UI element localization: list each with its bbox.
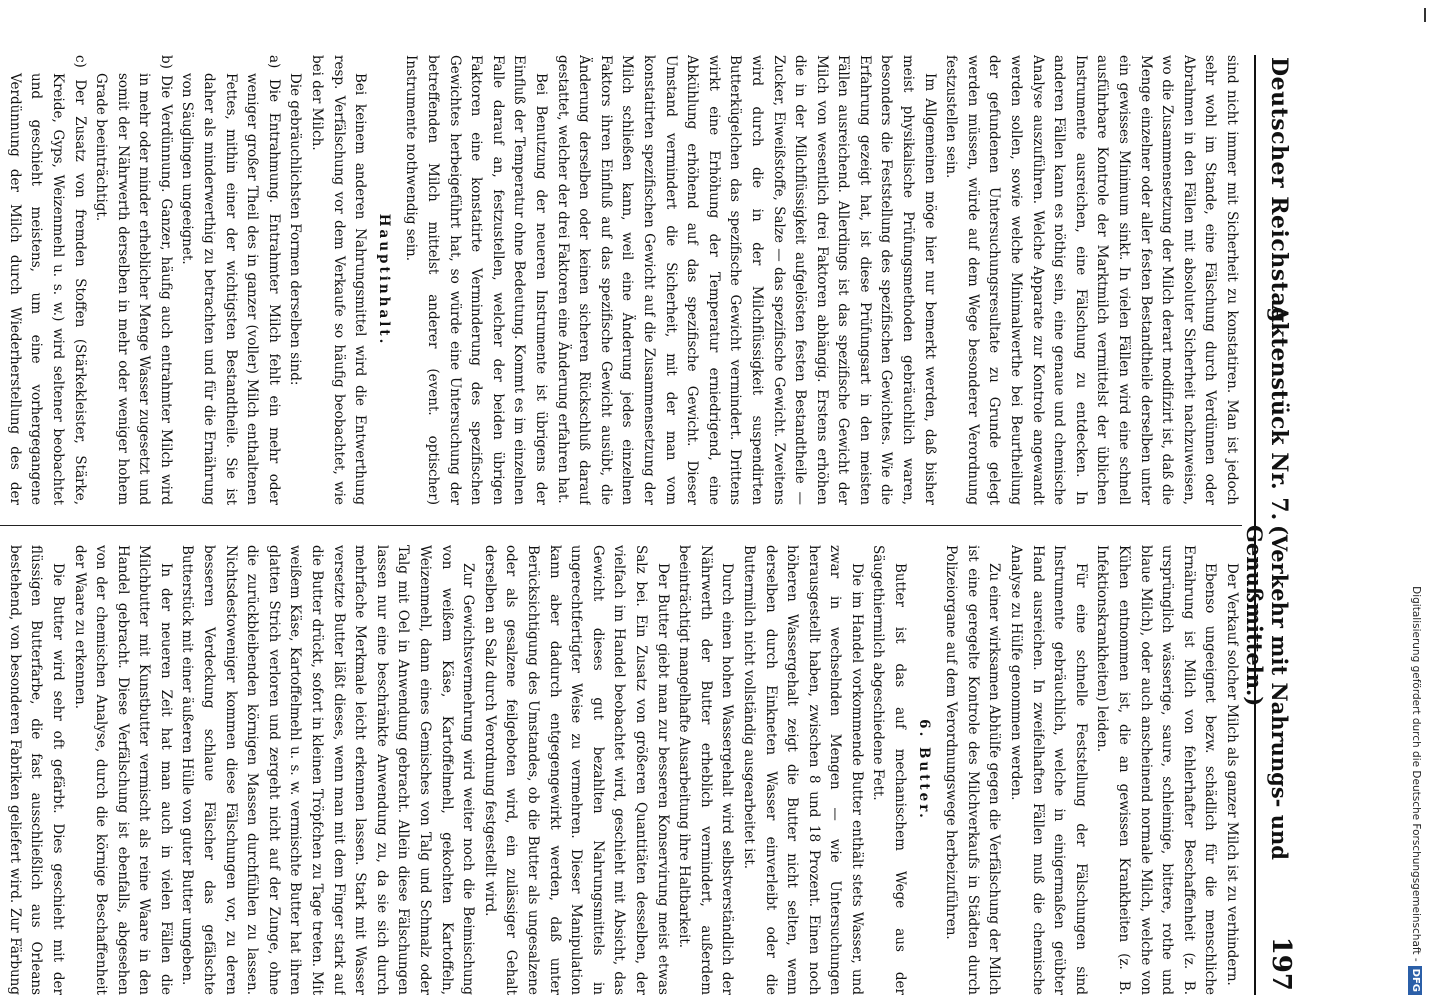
paragraph: Die gebräuchlichsten Formen derselben sind:	[287, 73, 304, 386]
page-number: 197	[1266, 936, 1296, 991]
digitization-credit	[1405, 5, 1427, 995]
page-header	[1242, 55, 1300, 995]
paragraph: Der Butter giebt man zur besseren Konservirung meist etwas Salz bei. Ein Zusatz von größeren Quantitäten desselben, der vielfach im Handel beobachtet wird, geschieht mit Absicht, das Gewicht dieses gut bezahlten Nahrungsmittels in ungerechtfertigter Weise zu vermehren. Dieser Manipulation kann aber dadurch entgegengewirkt werden, daß unter Berücksichtigung des Umstandes, ob die Butter als ungesalzene oder als gesalzene feilgeboten wird, ein zulässiger Gehalt derselben an Salz durch Verordnung festgestellt wird.	[481, 545, 671, 995]
paragraph: Der Verkauf solcher Milch als ganzer Milch ist zu verhindern.	[1224, 563, 1240, 986]
paragraph: Zu einer wirksamen Abhülfe gegen die Verfälschung der Milch ist eine geregelte Kontrole des Milchverkaufs in Städten durch Polizeiorgane auf dem Verordnungswege herbeizuführen.	[943, 545, 1003, 995]
paragraph: Die im Handel vorkommende Butter enthält stets Wasser, und zwar in wechselnden Mengen — wie Untersuchungen herausgestellt haben, zwischen 8 und 18 Prozent. Einen noch höheren Wassergehalt zeigt die Butter nicht selten, wenn derselben durch Einkneten Wasser einverleibt oder die Buttermilch nicht vollständig ausgearbeitet ist.	[740, 545, 865, 995]
dfg-logo: DFG	[1408, 966, 1422, 995]
list-item: a) Die Entrahmung. Entrahmter Milch fehlt ein mehr oder weniger großer Theil des in ganzer (voller) Milch enthaltenen Fettes, mithin einer der wichtigsten Bestandtheile. Sie ist daher als minderwerthig zu betrachten und für die Ernährung von Säuglingen ungeeignet.	[179, 55, 282, 505]
paragraph: Bei keinem anderen Nahrungsmittel wird die Entwerthung resp. Verfälschung vor dem Verkaufe so häufig beobachtet, wie bei der Milch.	[309, 55, 369, 505]
paragraph: Butter ist das auf mechanischem Wege aus der Säugethiermilch abgeschiedene Fett.	[870, 545, 909, 995]
paragraph: Bei Benutzung der neueren Instrumente ist übrigens der Einfluß der Temperatur ohne Bedeutung. Kommt es im einzelnen Falle darauf an, festzustellen, welcher der beiden übrigen Faktoren eine konstatirte Verminderung des spezifischen Gewichtes herbeigeführt hat, so würde eine Untersuchung der betreffenden Milch mittelst anderer (event. optischer) Instrumente nothwendig sein.	[403, 55, 549, 505]
text-column-left	[0, 55, 1242, 505]
paragraph: Die Butter wird sehr oft gefärbt. Dies geschieht mit der flüssigen Butterfarbe, die fast ausschließlich aus Orleans bestehend, von besonderen Fabriken geliefert wird. Zur Färbung	[6, 545, 66, 995]
scanned-page	[0, 55, 1300, 995]
paragraph: Im Allgemeinen möge hier nur bemerkt werden, daß bisher meist physikalische Prüfungsmethoden gebräuchlich waren, besonders die Feststellung des spezifischen Gewichtes. Wie die Erfahrung gezeigt hat, ist diese Prüfungsart in den meisten Fällen ausreichend. Allerdings ist das spezifische Gewicht der Milch von wesentlich drei Faktoren abhängig. Erstens erhöhen die in der Milchflüssigkeit aufgelösten festen Bestandtheile — Zucker, Eiweißstoffe, Salze — das spezifische Gewicht. Zweitens wird durch die in der Milchflüssigkeit suspendirten Butterkügelchen das spezifische Gewicht vermindert. Drittens wirkt eine Erhöhung der Temperatur erniedrigend, eine Abkühlung erhöhend auf das spezifische Gewicht. Dieser Umstand vermindert die Sicherheit, mit der man vom konstatirten spezifischen Gewicht auf die Zusammensetzung der Milch schließen kann, weil eine Änderung jedes einzelnen Faktors ihren Einfluß auf das spezifische Gewicht ausübt, die Änderung derselben oder keinen sicheren Rückschluß darauf gestattet, welcher der drei Faktoren eine Änderung erfahren hat.	[554, 55, 938, 505]
header-publication: Deutscher Reichstag.	[1266, 57, 1292, 332]
scan-edge-mark	[1424, 8, 1426, 22]
paragraph: Ebenso ungeeignet bezw. schädlich für die menschliche Ernährung ist Milch von fehlerhafter Beschaffenheit (z. B. ursprünglich wässerige, saure, schleimige, bittere, rothe und blaue Milch), oder auch anscheinend normale Milch, welche von Kühen entnommen ist, die an gewissen Krankheiten (z. B. Infektionskrankheiten) leiden.	[1094, 545, 1219, 995]
paragraph: Für eine schnelle Feststellung der Fälschungen sind Instrumente gebräuchlich, welche in einigermaßen geübter Hand ausreichen. In zweifelhaften Fällen muß die chemische Analyse zu Hülfe genommen werden.	[1008, 545, 1089, 995]
credit-text: Digitalisierung gefördert durch die Deutsche Forschungsgemeinschaft -	[1410, 586, 1422, 962]
paragraph: sind nicht immer mit Sicherheit zu konstatiren. Man ist jedoch sehr wohl im Stande, eine Fälschung durch Verdünnen oder Abrahmen in den Fällen mit absoluter Sicherheit nachzuweisen, wo die Zusammensetzung der Milch derart modifizirt ist, daß die Menge einzelner oder aller festen Bestandtheile derselben unter ein gewisses Minimum sinkt. In vielen Fällen wird eine schnell ausführbare Kontrole der Marktmilch vermittelst der üblichen Instrumente ausreichen, eine Fälschung zu entdecken. In anderen Fällen kann es nöthig sein, eine genaue und chemische Analyse auszuführen. Welche Apparate zur Kontrole angewandt werden sollen, sowie welche Minimalwerthe bei Beurtheilung der gefundenen Untersuchungsresultate zu Grunde gelegt werden müssen, würde auf dem Wege besonderer Verordnung festzustellen sein.	[943, 55, 1240, 505]
list-item: c) Der Zusatz von fremden Stoffen (Stärkekleister, Stärke, Kreide, Gyps, Weizenmehl u. s. w.) wird seltener beobachtet und geschieht meistens, um eine vorhergegangene Verdünnung der Milch durch Wiederherstellung des der	[6, 55, 88, 505]
header-section-title: (Verkehr mit Nahrungs- und Genußmitteln.)	[1242, 525, 1292, 860]
section-heading: 6. Butter.	[915, 719, 932, 821]
text-column-right	[0, 545, 1242, 995]
column-divider	[0, 525, 1242, 526]
list-item: b) Die Verdünnung. Ganzer, häufig auch entrahmter Milch wird in mehr oder minder erheblicher Menge Wasser zugesetzt und somit der Nährwerth derselben in mehr oder weniger hohem Grade beeinträchtigt.	[93, 55, 174, 505]
paragraph: Zur Gewichtsvermehrung wird weiter noch die Beimischung von weißem Käse, Kartoffelmehl, gekochten Kartoffeln, Weizenmehl, dann eines Gemisches von Talg und Schmalz oder Talg mit Oel in Anwendung gebracht. Allein diese Fälschungen lassen nur eine beschränkte Anwendung zu, da sie sich durch mehrfache Merkmale leicht erkennen lassen. Stark mit Wasser versetzte Butter läßt dieses, wenn man mit dem Finger stark auf die Butter drückt, sofort in kleinen Tröpfchen zu Tage treten. Mit weißem Käse, Kartoffelmehl u. s. w. vermischte Butter hat ihren glatten Strich verloren und zergeht nicht auf der Zunge, ohne die zurückbleibenden körnigen Massen durchfühlen zu lassen. Nichtsdestoweniger kommen diese Fälschungen vor, zu deren besseren Verdeckung schlaue Fälscher das gefälschte Butterstück mit einer äußeren Hülle von guter Butter umgeben.	[179, 545, 477, 995]
section-heading: Hauptinhalt.	[375, 213, 392, 347]
paragraph: In der neueren Zeit hat man auch in vielen Fällen die Milchbutter mit Kunstbutter vermischt als reine Waare in den Handel gebracht. Diese Verfälschung ist ebenfalls, abgesehen von der chemischen Analyse, durch die körnige Beschaffenheit der Waare zu erkennen.	[71, 545, 174, 995]
paragraph: Durch einen hohen Wassergehalt wird selbstverständlich der Nährwerth der Butter erheblich vermindert, außerdem beeinträchtigt mangelhafte Ausarbeitung ihre Haltbarkeit.	[676, 545, 736, 995]
header-document-number: Aktenstück Nr. 7.	[1266, 305, 1292, 521]
